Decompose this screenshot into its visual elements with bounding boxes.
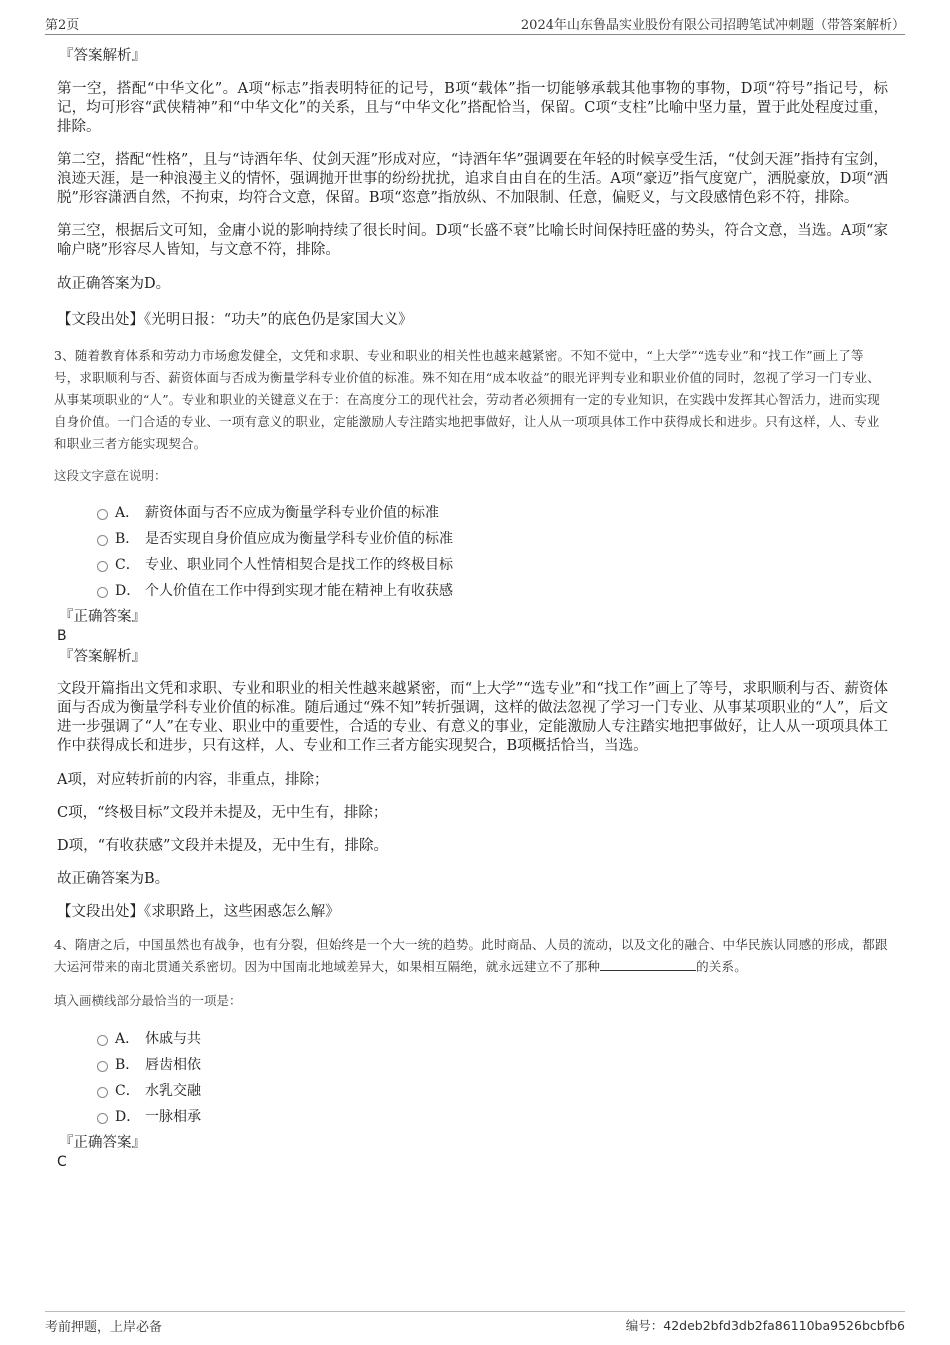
radio-icon[interactable] xyxy=(97,1061,108,1072)
q4-options xyxy=(95,1026,888,1130)
q3-conclusion: 故正确答案为B。 xyxy=(57,871,170,887)
q3-correct-answer: B xyxy=(57,628,67,644)
q3-analysis-heading: 『答案解析』 xyxy=(59,649,146,665)
page-number: 第2页 xyxy=(45,18,80,33)
q3-option-c[interactable]: C． 专业、职业同个人性情相契合是找工作的终极目标 xyxy=(95,552,888,578)
radio-icon[interactable] xyxy=(97,587,108,598)
q2-analysis-heading: 『答案解析』 xyxy=(59,48,146,64)
q3-correct-heading: 『正确答案』 xyxy=(59,609,146,625)
fill-blank-line xyxy=(600,958,696,971)
q2-conclusion: 故正确答案为D。 xyxy=(57,276,171,292)
q2-source: 【文段出处】《光明日报：“功夫”的底色仍是家国大义》 xyxy=(57,312,413,328)
q4-correct-answer: C xyxy=(57,1154,67,1170)
q3-analysis-d: D项，“有收获感”文段并未提及，无中生有，排除。 xyxy=(57,838,388,854)
radio-icon[interactable] xyxy=(97,535,108,546)
document-id: 编号：42deb2bfd3db2fa86110ba9526bcbfb6 xyxy=(625,1318,905,1333)
q4-option-c[interactable]: C． 水乳交融 xyxy=(95,1078,888,1104)
q4-prompt: 填入画横线部分最恰当的一项是： xyxy=(54,993,242,1008)
q3-option-b[interactable]: B． 是否实现自身价值应成为衡量学科专业价值的标准 xyxy=(95,526,888,552)
page-header xyxy=(45,14,905,35)
q4-correct-heading: 『正确答案』 xyxy=(59,1135,146,1151)
q3-text: 3、随着教育体系和劳动力市场愈发健全，文凭和求职、专业和职业的相关性也越来越紧密。不知不觉中，“上大学”“选专业”和“找工作”画上了等号，求职顺利与否、薪资体面与否成为衡量学科专业价值的标准。殊不知在用“成本收益”的眼光评判专业和职业价值的同时，忽视了学习一门专业、从事某项职业的“人”。专业和职业的关键意义在于：在高度分工的现代社会，劳动者必须拥有一定的专业知识，在实践中发挥其心智活力，进而实现自身价值。一门合适的专业、一项有意义的职业，定能激励人专注踏实地把事做好，让人从一项项具体工作中获得成长和进步。只有这样，人、专业和职业三者方能实现契合。 xyxy=(54,348,880,451)
q4-option-d[interactable]: D． 一脉相承 xyxy=(95,1104,888,1130)
q3-source: 【文段出处】《求职路上，这些困惑怎么解》 xyxy=(57,904,340,920)
q2-analysis-p3: 第三空，根据后文可知，金庸小说的影响持续了很长时间。D项“长盛不衰”比喻长时间保持旺盛的势头，符合文意，当选。A项“家喻户晓”形容尽人皆知，与文意不符，排除。 xyxy=(57,223,888,258)
radio-icon[interactable] xyxy=(97,561,108,572)
q4-option-a[interactable]: A． 休戚与共 xyxy=(95,1026,888,1052)
q4-option-b[interactable]: B． 唇齿相依 xyxy=(95,1052,888,1078)
q3-prompt: 这段文字意在说明： xyxy=(54,468,167,483)
q3-analysis-p1: 文段开篇指出文凭和求职、专业和职业的相关性越来越紧密，而“上大学”“选专业”和“找工作”画上了等号，求职顺利与否、薪资体面与否成为衡量学科专业价值的标准。随后通过“殊不知”转折强调，这样的做法忽视了学习一门专业、从事某项职业的“人”，后文进一步强调了“人”在专业、职业中的重要性，合适的专业、有意义的事业，定能激励人专注踏实地把事做好，让人从一项项具体工作中获得成长和进步，只有这样，人、专业和工作三者方能实现契合，B项概括恰当，当选。 xyxy=(57,681,888,754)
q3-analysis-a: A项，对应转折前的内容，非重点，排除； xyxy=(57,772,329,788)
radio-icon[interactable] xyxy=(97,1113,108,1124)
radio-icon[interactable] xyxy=(97,1035,108,1046)
q3-option-d[interactable]: D． 个人价值在工作中得到实现才能在精神上有收获感 xyxy=(95,578,888,604)
radio-icon[interactable] xyxy=(97,1087,108,1098)
document-title: 2024年山东鲁晶实业股份有限公司招聘笔试冲刺题（带答案解析） xyxy=(520,18,905,33)
q4-text: 4、隋唐之后，中国虽然也有战争，也有分裂，但始终是一个大一统的趋势。此时商品、人员的流动，以及文化的融合、中华民族认同感的形成，都跟大运河带来的南北贯通关系密切。因为中国南北地域差异大，如果相互隔绝，就永远建立不了那种 的关系。 xyxy=(54,937,888,974)
q3-option-a[interactable]: A． 薪资体面与否不应成为衡量学科专业价值的标准 xyxy=(95,500,888,526)
q2-analysis-p2: 第二空，搭配“性格”，且与“诗酒年华、仗剑天涯”形成对应，“诗酒年华”强调要在年轻的时候享受生活，“仗剑天涯”指持有宝剑，浪迹天涯，是一种浪漫主义的情怀，强调抛开世事的纷纷扰扰，追求自由自在的生活。A项“豪迈”指气度宽广，洒脱豪放，D项“洒脱”形容潇洒自然，不拘束，均符合文意，保留。B项“恣意”指放纵、不加限制、任意，偏贬义，与文段感情色彩不符，排除。 xyxy=(57,152,888,206)
footer-slogan: 考前押题，上岸必备 xyxy=(45,1320,163,1335)
page-footer xyxy=(45,1311,905,1337)
radio-icon[interactable] xyxy=(97,509,108,520)
q2-analysis-p1: 第一空，搭配“中华文化”。A项“标志”指表明特征的记号，B项“载体”指一切能够承载其他事物的事物，D项“符号”指记号，标记，均可形容“武侠精神”和“中华文化”的关系，且与“中华文化”搭配恰当，保留。C项“支柱”比喻中坚力量，置于此处程度过重，排除。 xyxy=(57,81,888,135)
q3-analysis-c: C项，“终极目标”文段并未提及，无中生有，排除； xyxy=(57,805,388,821)
page-content xyxy=(54,46,888,1171)
q3-options xyxy=(95,500,888,604)
